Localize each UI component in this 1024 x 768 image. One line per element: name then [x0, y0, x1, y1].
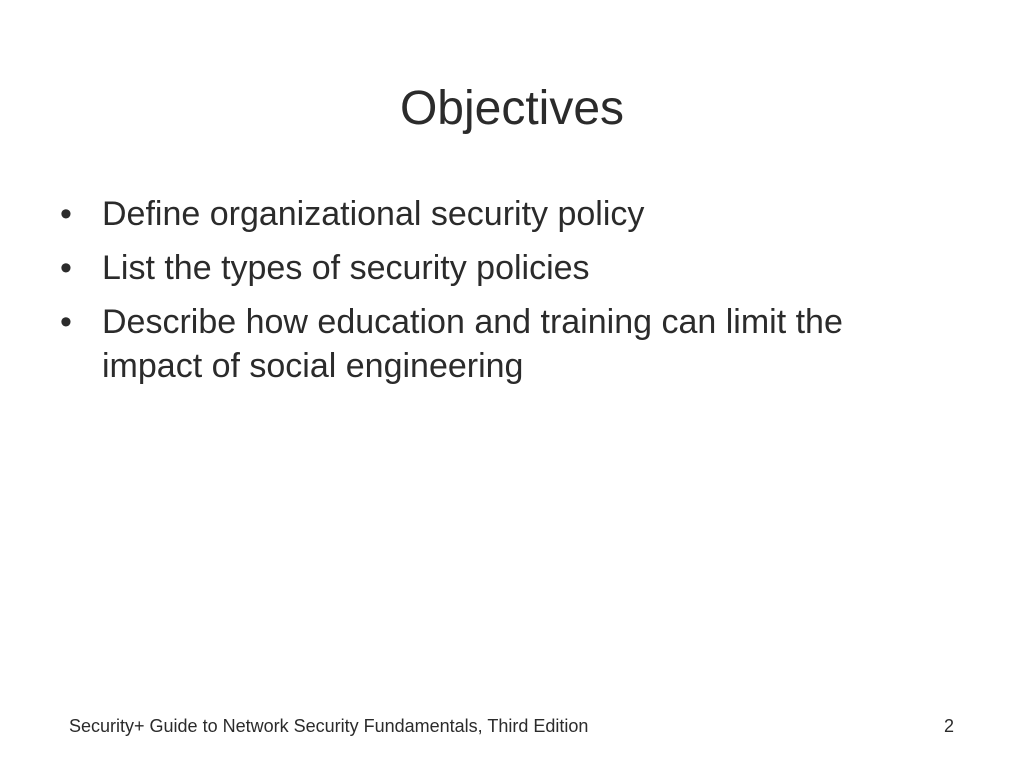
list-item: [58, 246, 948, 290]
page-title: Objectives: [399, 82, 625, 135]
bullet-icon: •: [60, 249, 72, 287]
list-item-text: Describe how education and training can limit the impact of social engineering: [102, 303, 843, 385]
list-item-text: Define organizational security policy: [102, 195, 645, 233]
bullet-list: [58, 192, 948, 398]
bullet-icon: •: [60, 195, 72, 233]
page-number: 2: [943, 716, 954, 736]
list-item: [58, 192, 948, 236]
footer-book-title: Security+ Guide to Network Security Fundamentals, Third Edition: [69, 716, 589, 736]
list-item-text: List the types of security policies: [102, 249, 590, 287]
bullet-icon: •: [60, 303, 72, 341]
list-item: [58, 300, 948, 388]
